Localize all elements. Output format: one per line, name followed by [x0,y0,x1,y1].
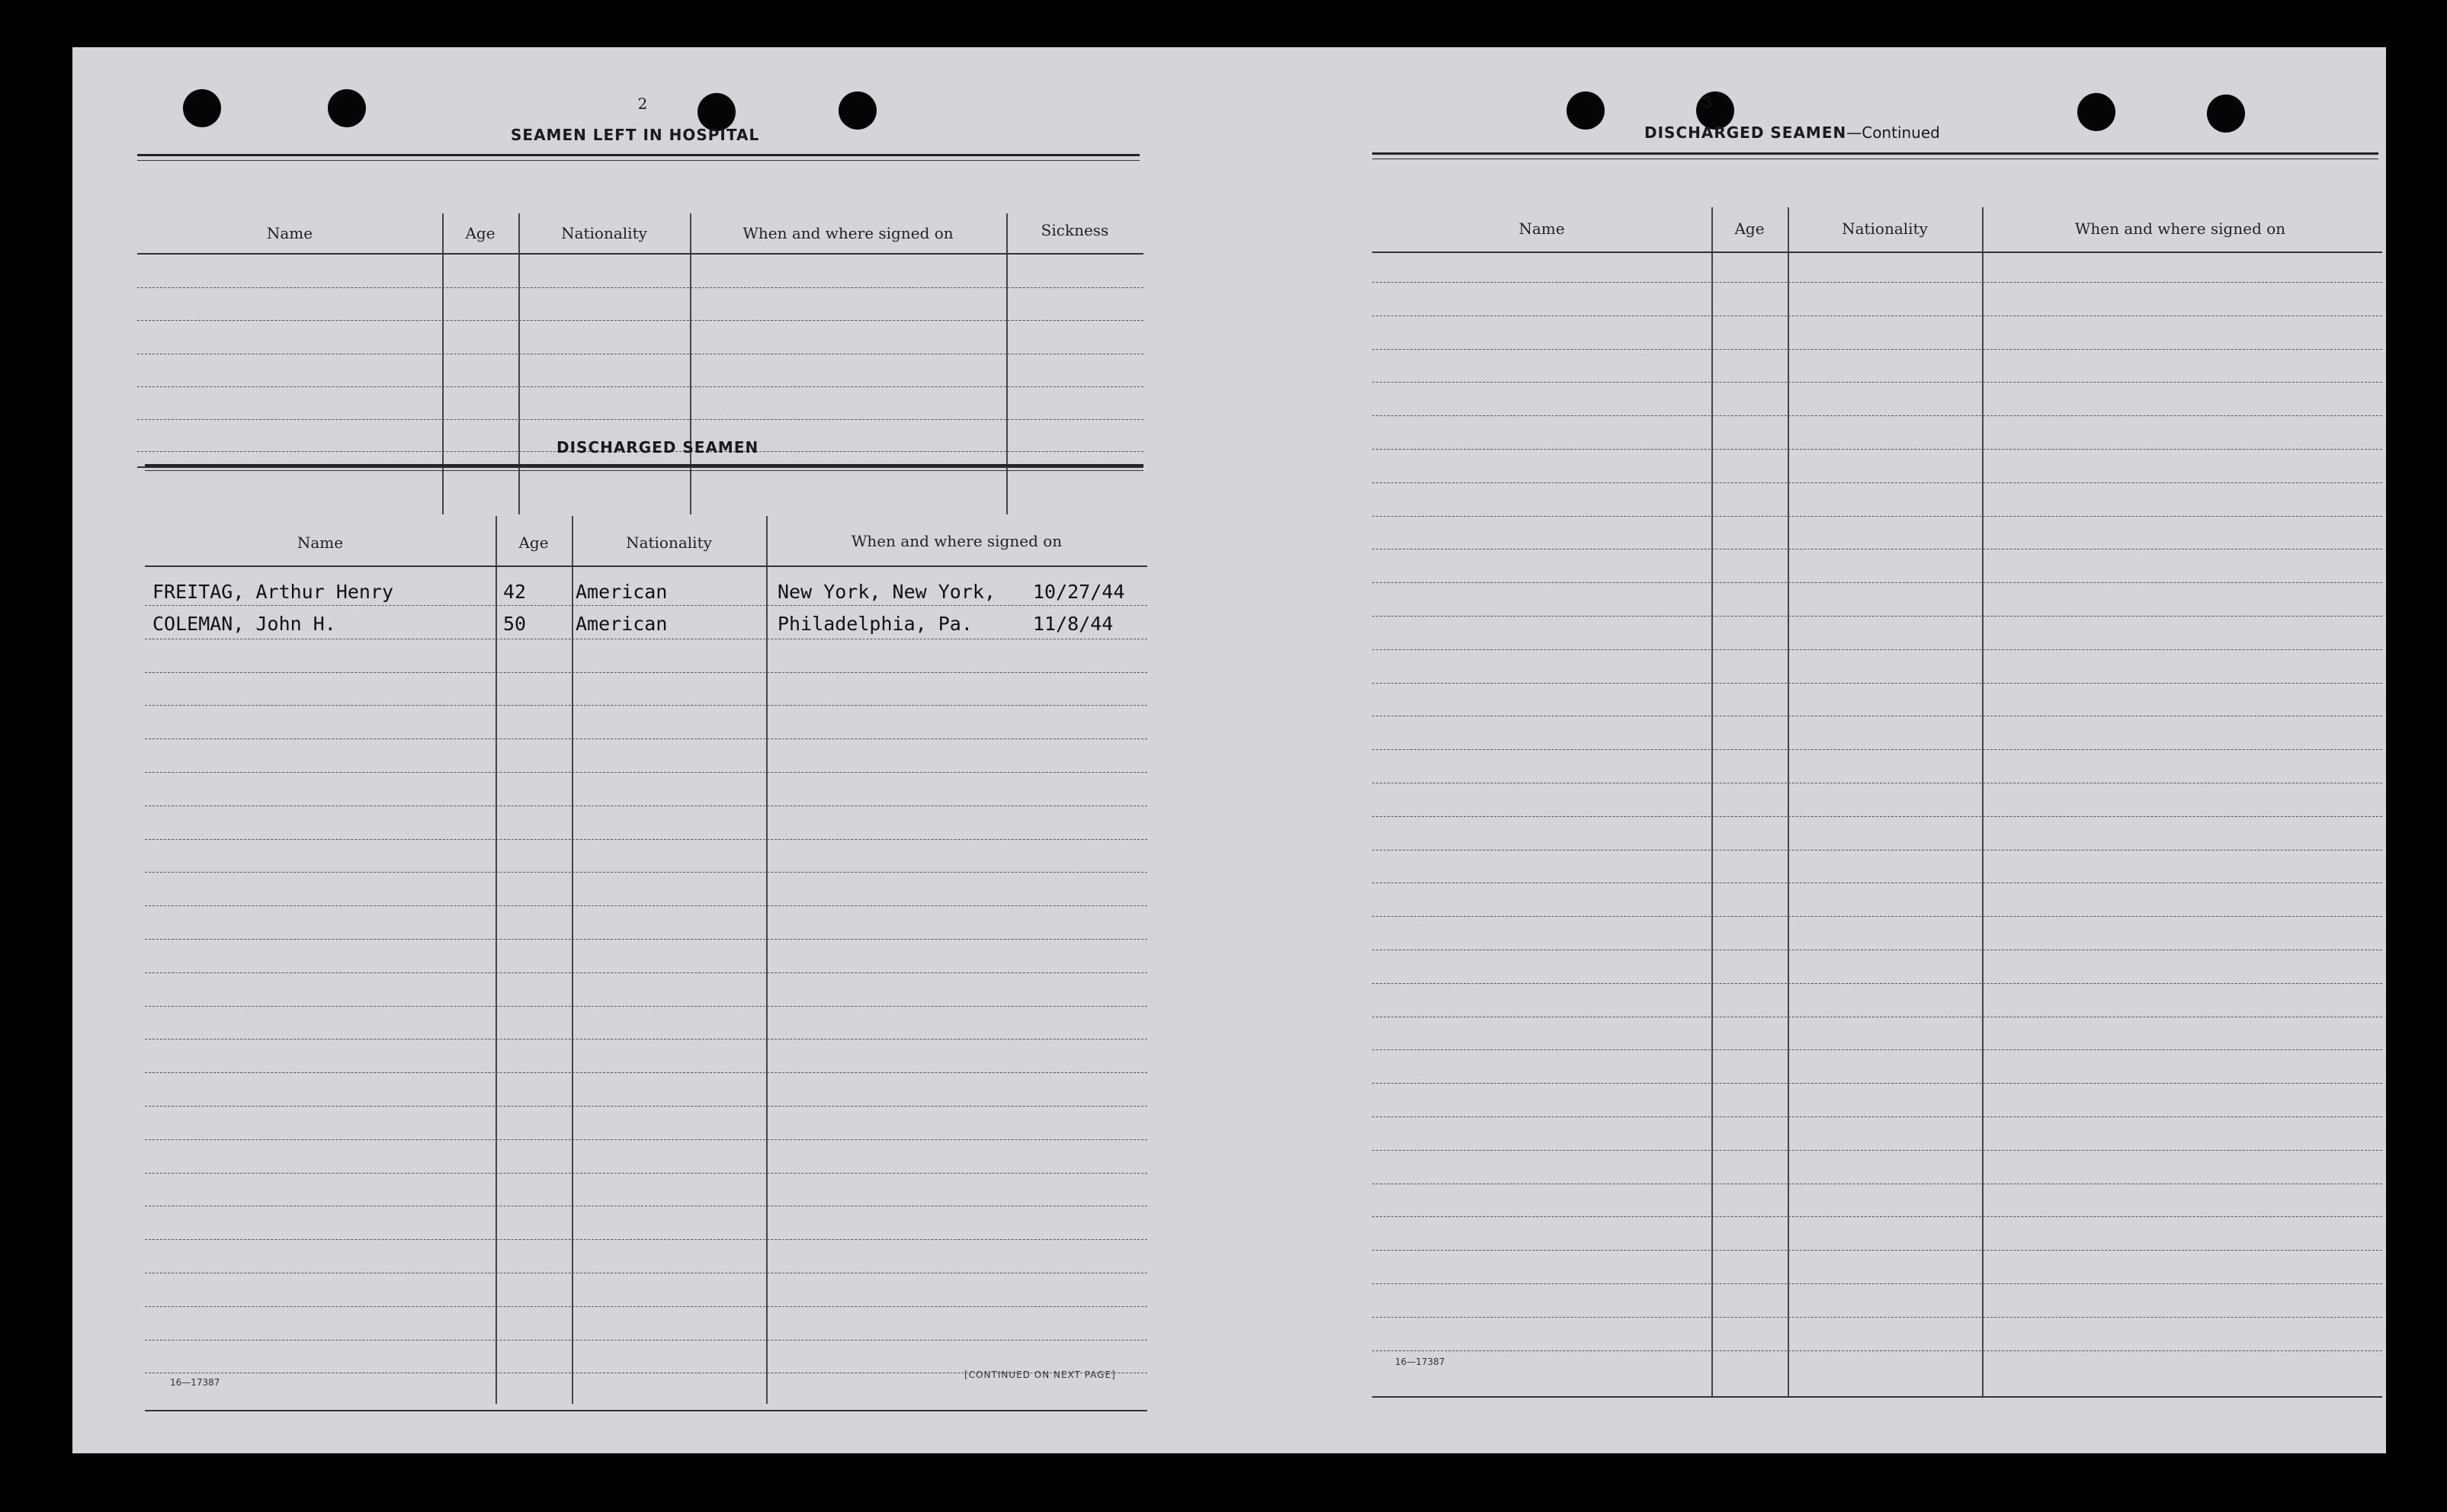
header-age: Age [1734,219,1765,238]
document-sheet [72,47,2386,1453]
hospital-section-title: SEAMEN LEFT IN HOSPITAL [511,126,760,144]
row-line [1372,449,2382,450]
row-line [1372,983,2382,984]
row-line [1372,282,2382,283]
row-line [1372,482,2382,483]
row-line [145,738,1147,739]
title-rule [137,160,1140,161]
column-divider [690,213,691,514]
seaman-signed-on-place: Philadelphia, Pa. [778,613,973,635]
row-line [1372,415,2382,416]
row-line [1372,1049,2382,1050]
row-line [1372,1317,2382,1318]
table-bottom-rule [137,466,1143,468]
row-line [145,839,1147,840]
row-line [145,1006,1147,1007]
header-nationality: Nationality [1842,219,1928,238]
row-line [145,1139,1147,1140]
row-line [1372,916,2382,917]
page-number: 3 [1702,93,1713,111]
hospital-table [137,162,1143,466]
title-rule [145,470,1143,471]
row-line [137,320,1143,321]
discharged-continued-title [1644,123,1940,142]
seaman-name: FREITAG, Arthur Henry [152,581,394,603]
header-name: Name [266,224,313,242]
row-line [1372,1216,2382,1217]
title-suffix: —Continued [1846,123,1940,142]
header-sickness: Sickness [1041,221,1109,239]
column-divider [495,516,497,1404]
header-signed-on: When and where signed on [851,532,1063,550]
row-line [137,419,1143,420]
seaman-nationality: American [576,613,668,635]
seaman-age: 50 [503,613,527,635]
row-line [145,939,1147,940]
header-nationality: Nationality [626,533,712,552]
header-rule [1372,251,2382,253]
row-line [1372,1150,2382,1151]
column-divider [1006,213,1008,514]
row-line [1372,1250,2382,1251]
row-line [145,1072,1147,1073]
header-age: Age [518,533,549,552]
seaman-nationality: American [576,581,668,603]
row-line [137,386,1143,387]
punch-hole [2077,93,2115,131]
row-line [145,605,1147,606]
column-divider [518,213,520,514]
title-rule [137,154,1140,156]
table-bottom-rule [1372,1396,2382,1398]
header-age: Age [465,224,495,242]
row-line [145,705,1147,706]
punch-hole [839,91,877,130]
row-line [1372,683,2382,684]
discharged-section-title: DISCHARGED SEAMEN [556,438,759,456]
seaman-signed-on-place: New York, New York, [778,581,996,603]
seaman-signed-on-date: 11/8/44 [1033,613,1114,635]
form-number: 16—17387 [1395,1357,1445,1367]
header-signed-on: When and where signed on [2074,219,2286,238]
punch-hole [2207,94,2245,133]
column-divider [442,213,444,514]
row-line [145,772,1147,773]
punch-hole [328,89,366,127]
title-rule [145,464,1143,466]
row-line [1372,382,2382,383]
column-divider [1982,207,1984,1396]
column-divider [766,516,768,1404]
punch-hole [1567,91,1605,130]
title-rule [1372,152,2378,155]
discharged-continued-table [1372,162,2382,1396]
form-number: 16—17387 [170,1377,220,1388]
punch-hole [183,89,221,127]
column-divider [1788,207,1789,1396]
row-line [145,1106,1147,1107]
header-nationality: Nationality [561,224,647,242]
continued-note: [CONTINUED ON NEXT PAGE] [964,1369,1116,1380]
row-line [1372,582,2382,583]
row-line [145,872,1147,873]
row-line [145,1340,1147,1341]
row-line [1372,349,2382,350]
title-text: DISCHARGED SEAMEN [1644,123,1847,142]
seaman-signed-on-date: 10/27/44 [1033,581,1125,603]
row-line [145,672,1147,673]
row-line [1372,1283,2382,1284]
header-name: Name [1519,219,1565,238]
row-line [1372,1083,2382,1084]
discharged-table [145,474,1147,1411]
column-divider [572,516,573,1404]
page-right [1292,47,2386,1453]
row-line [1372,1116,2382,1117]
header-signed-on: When and where signed on [742,224,954,242]
row-line [137,287,1143,288]
row-line [1372,516,2382,517]
row-line [145,1306,1147,1307]
page-left [72,47,1239,1453]
row-line [1372,816,2382,817]
row-line [1372,1350,2382,1351]
row-line [145,1239,1147,1240]
row-line [145,905,1147,906]
row-line [1372,649,2382,650]
row-line [145,1039,1147,1040]
seaman-age: 42 [503,581,527,603]
header-name: Name [297,533,344,552]
header-rule [137,253,1143,255]
row-line [1372,616,2382,617]
table-bottom-rule [145,1410,1147,1411]
row-line [1372,749,2382,750]
header-rule [145,565,1147,567]
column-divider [1711,207,1713,1396]
row-line [145,1173,1147,1174]
page-number: 2 [637,94,648,113]
row-line [145,972,1147,973]
seaman-name: COLEMAN, John H. [152,613,336,635]
